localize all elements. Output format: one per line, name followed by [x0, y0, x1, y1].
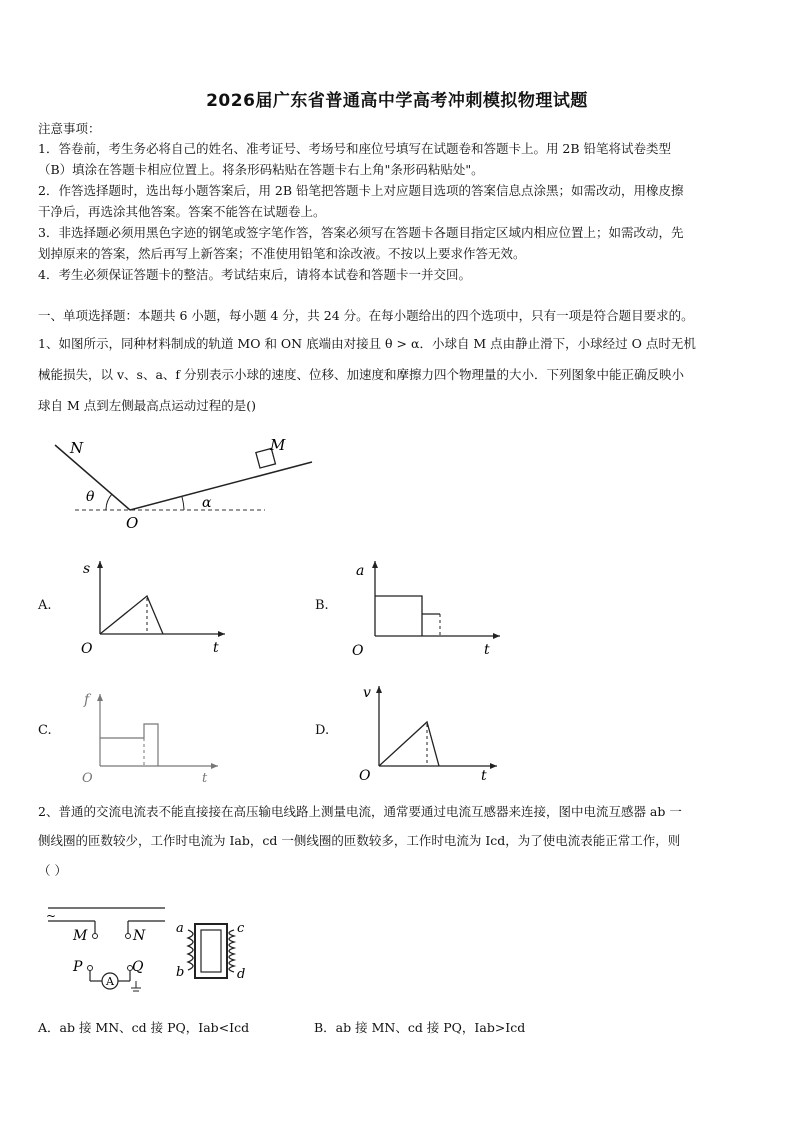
page-title: 2026届广东省普通高中学高考冲刺模拟物理试题: [206, 91, 588, 111]
terminal-Q: Q: [132, 959, 144, 975]
axis-x-label: t: [481, 768, 487, 784]
terminal-N: N: [133, 928, 146, 944]
label-theta: θ: [86, 489, 95, 505]
origin-label: O: [359, 768, 371, 784]
terminal-M: M: [73, 928, 88, 944]
q1-option-b-graph: [350, 556, 510, 656]
q1-option-a-graph: [75, 556, 235, 656]
notice-line: 2．作答选择题时，选出每小题答案后，用 2B 铅笔把答题卡上对应题目选项的答案信息点涂黑；如需改动，用橡皮擦: [38, 183, 684, 198]
q2-transformer-figure: [40, 898, 260, 998]
coil-d: d: [237, 967, 246, 982]
notice-line: 1．答卷前，考生务必将自己的姓名、准考证号、考场号和座位号填写在试题卷和答题卡上。用 2B 铅笔将试卷类型: [38, 141, 672, 156]
axis-y-label: f: [84, 692, 90, 708]
q2-text: （ ）: [38, 863, 67, 878]
q1-option-c-graph: [78, 686, 228, 786]
label-alpha: α: [202, 495, 212, 511]
axis-x-label: t: [202, 771, 208, 786]
origin-label: O: [82, 771, 93, 786]
terminal-P: P: [73, 959, 83, 975]
q1-option-a-label[interactable]: A.: [38, 598, 52, 613]
q1-option-d-graph: [357, 680, 507, 784]
q1-option-c-label[interactable]: C.: [38, 723, 52, 738]
ac-symbol: ~: [46, 909, 57, 923]
origin-label: O: [81, 641, 93, 656]
origin-label: O: [352, 643, 364, 656]
q1-text: 械能损失，以 v、s、a、f 分别表示小球的速度、位移、加速度和摩擦力四个物理量的大小．下列图象中能正确反映小: [38, 367, 685, 382]
q2-text: 侧线圈的匝数较少，工作时电流为 Iab，cd 一侧线圈的匝数较多，工作时电流为 Icd，为了使电流表能正常工作，则: [38, 833, 681, 848]
label-M: M: [270, 436, 286, 454]
q1-option-b-label[interactable]: B.: [315, 598, 329, 613]
axis-y-label: s: [83, 561, 91, 577]
notice-line: 3．非选择题必须用黑色字迹的钢笔或签字笔作答，答案必须写在答题卡各题目指定区域内相应位置上；如需改动，先: [38, 225, 684, 240]
q1-incline-figure: [40, 430, 330, 530]
notice-line: 4．考生必须保证答题卡的整洁。考试结束后，请将本试卷和答题卡一并交回。: [38, 267, 471, 282]
axis-y-label: v: [363, 685, 371, 701]
q1-option-d-label[interactable]: D.: [315, 723, 330, 738]
q2-option-a[interactable]: A．ab 接 MN、cd 接 PQ，Iab<Icd: [38, 1020, 250, 1035]
q2-text: 2、普通的交流电流表不能直接接在高压输电线路上测量电流，通常要通过电流互感器来连接，图中电流互感器 ab 一: [38, 804, 682, 819]
notice-line: （B）填涂在答题卡相应位置上。将条形码粘贴在答题卡右上角"条形码粘贴处"。: [38, 162, 484, 177]
notice-heading: 注意事项：: [38, 121, 101, 136]
notice-line: 干净后，再选涂其他答案。答案不能答在试题卷上。: [38, 204, 326, 219]
axis-x-label: t: [213, 640, 219, 656]
ammeter-label: A: [106, 975, 114, 988]
q2-option-b[interactable]: B．ab 接 MN、cd 接 PQ，Iab>Icd: [314, 1020, 526, 1035]
coil-b: b: [176, 965, 185, 980]
coil-a: a: [176, 921, 184, 936]
label-O: O: [126, 514, 139, 530]
section-heading: 一、单项选择题：本题共 6 小题，每小题 4 分，共 24 分。在每小题给出的四个选项中，只有一项是符合题目要求的。: [38, 308, 694, 323]
notice-line: 划掉原来的答案，然后再写上新答案；不准使用铅笔和涂改液。不按以上要求作答无效。: [38, 246, 526, 261]
q1-text: 球自 M 点到左侧最高点运动过程的是(): [38, 398, 256, 413]
coil-c: c: [237, 921, 245, 936]
axis-y-label: a: [356, 563, 365, 579]
label-N: N: [70, 439, 84, 457]
q1-text: 1、如图所示，同种材料制成的轨道 MO 和 ON 底端由对接且 θ > α．小球自 M 点由静止滑下，小球经过 O 点时无机: [38, 336, 696, 351]
axis-x-label: t: [484, 642, 490, 656]
